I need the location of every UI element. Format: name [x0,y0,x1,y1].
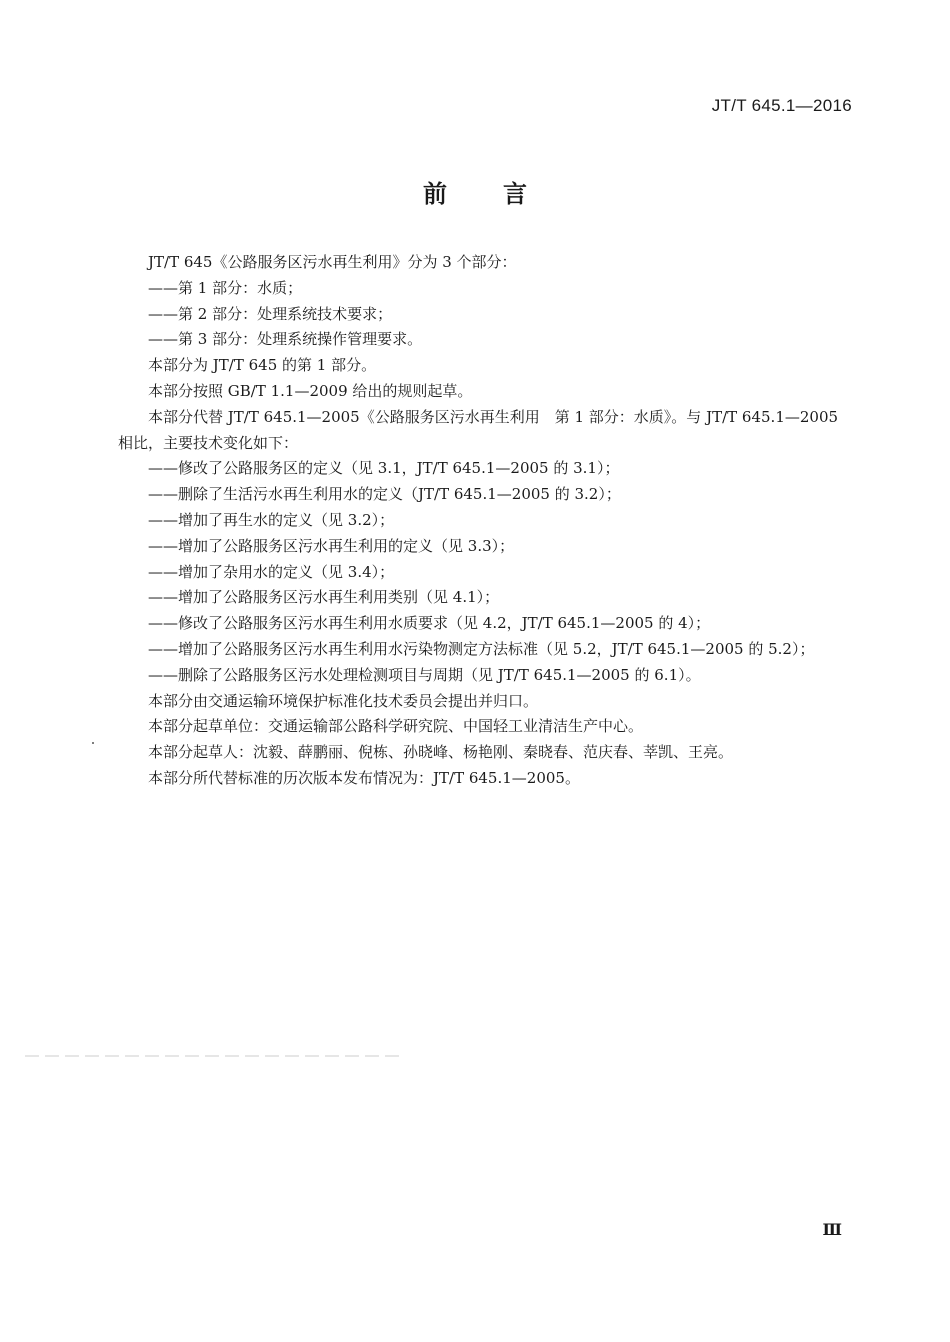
list-item-change-8: ——增加了公路服务区污水再生利用水污染物测定方法标准（见 5.2，JT/T 645.1—2005 的 5.2）； [148,639,815,658]
list-item-part-1: ——第 1 部分：水质； [148,278,303,297]
standard-number: JT/T 645.1—2016 [711,96,852,115]
paragraph-proposed-by: 本部分由交通运输环境保护标准化技术委员会提出并归口。 [148,691,539,710]
list-item-change-5: ——增加了杂用水的定义（见 3.4）； [148,562,395,581]
list-item-change-3: ——增加了再生水的定义（见 3.2）； [148,510,395,529]
page-title: 前言 [423,180,583,208]
list-item-part-3: ——第 3 部分：处理系统操作管理要求。 [148,330,423,349]
list-item-change-2: ——删除了生活污水再生利用水的定义（JT/T 645.1—2005 的 3.2）； [148,485,621,504]
list-item-change-1: ——修改了公路服务区的定义（见 3.1，JT/T 645.1—2005 的 3.1）； [148,459,620,478]
paragraph-parts-intro: JT/T 645《公路服务区污水再生利用》分为 3 个部分： [148,253,517,271]
list-item-part-2: ——第 2 部分：处理系统技术要求； [148,304,393,323]
paragraph-drafters: 本部分起草人：沈毅、薛鹏丽、倪栋、孙晓峰、杨艳刚、秦晓春、范庆春、莘凯、王亮。 [148,743,734,762]
paragraph-replaces: 本部分代替 JT/T 645.1—2005《公路服务区污水再生利用 第 1 部分：水质》。与 JT/T 645.1—2005 相比，主要技术变化如下： [118,407,839,452]
list-item-change-4: ——增加了公路服务区污水再生利用的定义（见 3.3）； [148,536,515,555]
paragraph-previous-editions: 本部分所代替标准的历次版本发布情况为：JT/T 645.1—2005。 [148,768,580,787]
paragraph-drafting-rules: 本部分按照 GB/T 1.1—2009 给出的规则起草。 [148,381,473,400]
list-item-change-7: ——修改了公路服务区污水再生利用水质要求（见 4.2，JT/T 645.1—2005 的 4）； [148,614,711,633]
scan-artifact-line [25,1055,405,1057]
list-item-change-6: ——增加了公路服务区污水再生利用类别（见 4.1）； [148,588,500,607]
list-item-change-9: ——删除了公路服务区污水处理检测项目与周期（见 JT/T 645.1—2005 的 6.1）。 [148,665,701,684]
page-number: Ⅲ [822,1220,842,1239]
scan-speck [92,742,94,744]
paragraph-this-part: 本部分为 JT/T 645 的第 1 部分。 [148,356,377,375]
foreword-body [118,250,853,792]
paragraph-drafting-units: 本部分起草单位：交通运输部公路科学研究院、中国轻工业清洁生产中心。 [148,717,644,736]
